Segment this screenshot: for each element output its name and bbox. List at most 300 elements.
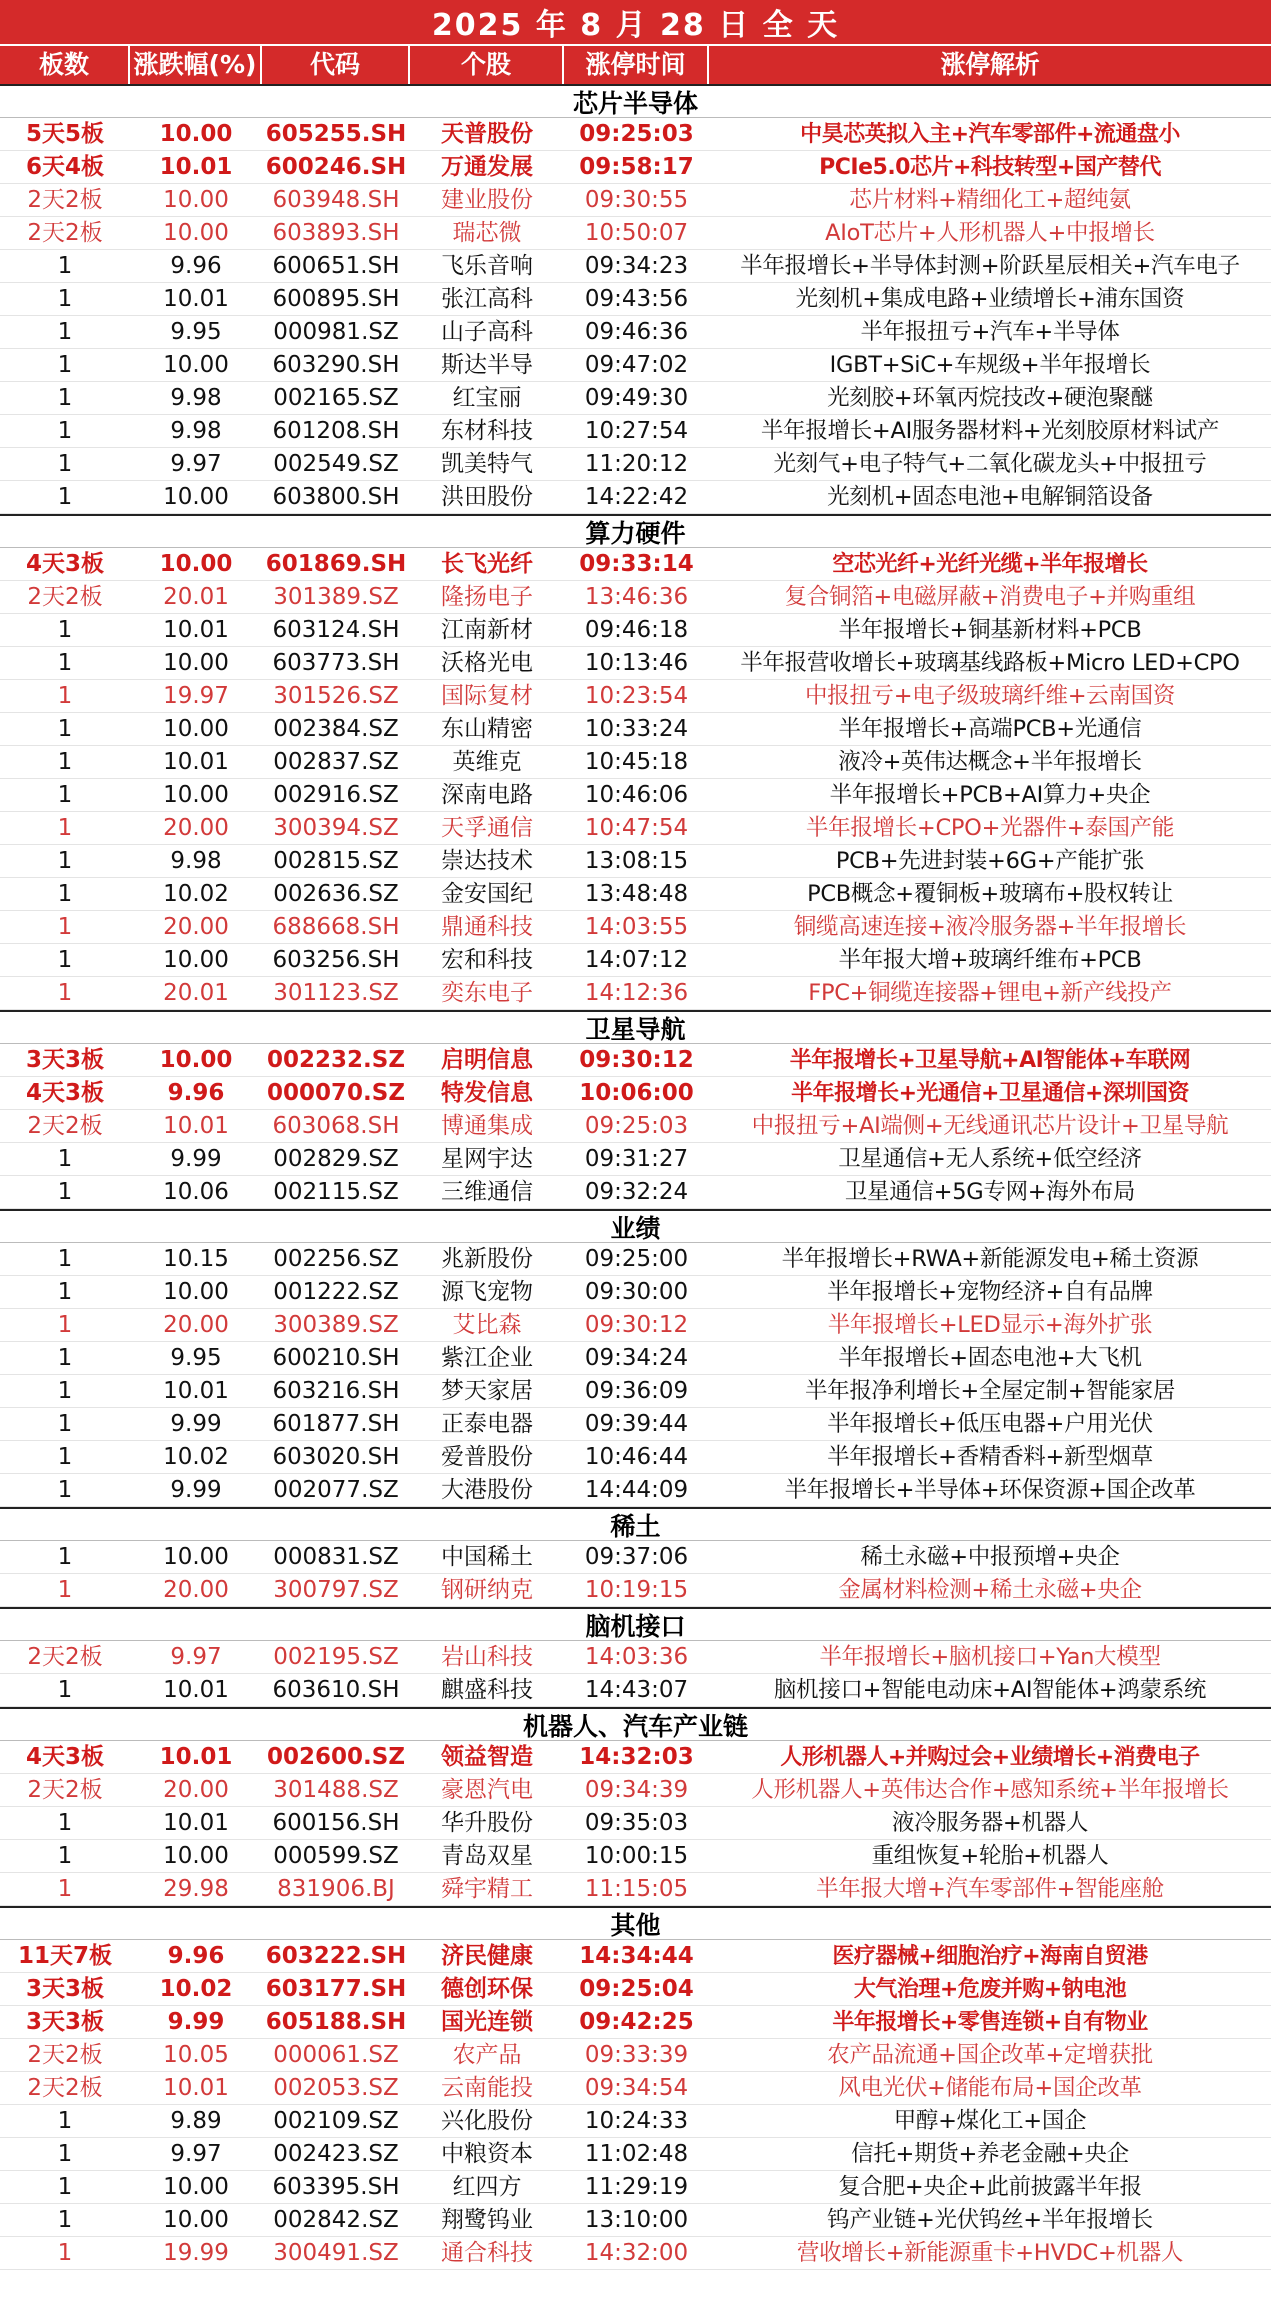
reason-cell: 半年报大增+玻璃纤维布+PCB: [838, 946, 1142, 973]
change-cell: 20.00: [163, 1576, 229, 1603]
board-cell: 1: [57, 1543, 73, 1570]
reason-cell: 半年报增长+半导体+环保资源+国企改革: [784, 1476, 1196, 1503]
table-row: [0, 911, 1271, 944]
time-cell: 14:32:00: [584, 2239, 689, 2266]
table-row: [0, 184, 1271, 217]
reason-cell: 卫星通信+5G专网+海外布局: [844, 1178, 1136, 1205]
board-cell: 1: [57, 2140, 73, 2167]
change-cell: 9.89: [170, 2107, 222, 2134]
code-cell: 600895.SH: [272, 285, 400, 312]
board-cell: 1: [57, 1278, 73, 1305]
board-cell: 1: [57, 979, 73, 1006]
time-cell: 09:46:18: [584, 616, 689, 643]
board-cell: 1: [57, 748, 73, 775]
change-cell: 10.00: [163, 1543, 229, 1570]
board-cell: 1: [57, 2239, 73, 2266]
board-cell: 1: [57, 715, 73, 742]
reason-cell: IGBT+SiC+车规级+半年报增长: [829, 351, 1151, 378]
table-row: [0, 1873, 1271, 1906]
reason-cell: AIoT芯片+人形机器人+中报增长: [825, 219, 1155, 246]
table-row: [0, 614, 1271, 647]
code-cell: 002232.SZ: [267, 1046, 405, 1073]
board-cell: 1: [57, 1476, 73, 1503]
header-reason: 涨停解析: [940, 50, 1040, 79]
code-cell: 002549.SZ: [273, 450, 399, 477]
change-cell: 9.96: [167, 1942, 225, 1969]
reason-cell: 半年报增长+RWA+新能源发电+稀土资源: [781, 1245, 1199, 1272]
section-header: 机器人、汽车产业链: [0, 1707, 1271, 1741]
change-cell: 10.00: [163, 2173, 229, 2200]
table-row: [0, 1243, 1271, 1276]
board-cell: 2天2板: [27, 219, 103, 246]
table-row: [0, 1276, 1271, 1309]
change-cell: 9.96: [170, 252, 222, 279]
table-row: [0, 548, 1271, 581]
table-row: [0, 812, 1271, 845]
reason-cell: 半年报增长+脑机接口+Yan大模型: [819, 1643, 1161, 1670]
board-cell: 1: [57, 351, 73, 378]
section-header: 卫星导航: [0, 1010, 1271, 1044]
board-cell: 1: [57, 1676, 73, 1703]
board-cell: 2天2板: [27, 1643, 103, 1670]
change-cell: 10.01: [163, 2074, 229, 2101]
board-cell: 2天2板: [27, 186, 103, 213]
header-code: 代码: [262, 46, 410, 84]
reason-cell: 半年报增长+PCB+AI算力+央企: [829, 781, 1151, 808]
time-cell: 14:32:03: [579, 1743, 694, 1770]
table-row: [0, 2105, 1271, 2138]
table-row: [0, 2006, 1271, 2039]
time-cell: 09:37:06: [584, 1543, 689, 1570]
code-cell: 603124.SH: [272, 616, 400, 643]
board-cell: 2天2板: [27, 2041, 103, 2068]
board-cell: 1: [57, 1842, 73, 1869]
board-cell: 4天3板: [25, 1079, 104, 1106]
reason-cell: 半年报增长+香精香料+新型烟草: [827, 1443, 1153, 1470]
change-cell: 20.00: [163, 1776, 229, 1803]
code-cell: 002195.SZ: [273, 1643, 399, 1670]
stock-cell: 博通集成: [441, 1112, 533, 1139]
board-cell: 1: [57, 682, 73, 709]
section-header: 业绩: [0, 1209, 1271, 1243]
code-cell: 603800.SH: [272, 483, 400, 510]
stock-cell: 三维通信: [441, 1178, 533, 1205]
stock-cell: 鼎通科技: [441, 913, 533, 940]
reason-cell: 钨产业链+光伏钨丝+半年报增长: [827, 2206, 1153, 2233]
reason-cell: 重组恢复+轮胎+机器人: [871, 1842, 1109, 1869]
change-cell: 20.00: [163, 913, 229, 940]
board-cell: 1: [57, 1245, 73, 1272]
stock-cell: 长飞光纤: [441, 550, 533, 577]
board-cell: 1: [57, 1443, 73, 1470]
board-cell: 2天2板: [27, 1776, 103, 1803]
reason-cell: 光刻机+固态电池+电解铜箔设备: [827, 483, 1153, 510]
board-cell: 1: [57, 649, 73, 676]
code-cell: 002636.SZ: [273, 880, 399, 907]
section-header: 其他: [0, 1906, 1271, 1940]
table-row: [0, 1044, 1271, 1077]
table-row: [0, 250, 1271, 283]
time-cell: 13:46:36: [584, 583, 689, 610]
code-cell: 002053.SZ: [273, 2074, 399, 2101]
table-row: [0, 1541, 1271, 1574]
stock-cell: 江南新材: [441, 616, 533, 643]
code-cell: 831906.BJ: [277, 1875, 395, 1902]
reason-cell: 半年报增长+卫星导航+AI智能体+车联网: [789, 1047, 1191, 1073]
stock-cell: 爱普股份: [441, 1443, 533, 1470]
board-cell: 1: [57, 880, 73, 907]
stock-cell: 启明信息: [441, 1046, 533, 1073]
board-cell: 5天5板: [25, 120, 104, 147]
time-cell: 09:34:23: [584, 252, 689, 279]
time-cell: 09:35:03: [584, 1809, 689, 1836]
stock-cell: 紫江企业: [441, 1344, 533, 1371]
stock-cell: 张江高科: [441, 285, 533, 312]
change-cell: 9.95: [170, 1344, 222, 1371]
change-cell: 10.01: [159, 153, 233, 180]
stock-cell: 农产品: [452, 2041, 522, 2068]
time-cell: 09:42:25: [579, 2008, 694, 2035]
stock-cell: 建业股份: [441, 186, 533, 213]
code-cell: 603893.SH: [272, 219, 400, 246]
page-title: 2025 年 8 月 28 日 全 天: [0, 0, 1271, 44]
code-cell: 603395.SH: [272, 2173, 400, 2200]
board-cell: 1: [57, 384, 73, 411]
time-cell: 14:34:44: [579, 1942, 694, 1969]
reason-cell: 中报扭亏+电子级玻璃纤维+云南国资: [804, 682, 1176, 709]
board-cell: 1: [57, 417, 73, 444]
code-cell: 600210.SH: [272, 1344, 400, 1371]
reason-cell: 人形机器人+并购过会+业绩增长+消费电子: [780, 1744, 1200, 1770]
change-cell: 10.02: [163, 880, 229, 907]
change-cell: 10.01: [163, 1809, 229, 1836]
change-cell: 10.01: [163, 285, 229, 312]
board-cell: 1: [57, 483, 73, 510]
code-cell: 300389.SZ: [273, 1311, 399, 1338]
table-row: [0, 2072, 1271, 2105]
reason-cell: 半年报增长+铜基新材料+PCB: [838, 616, 1142, 643]
code-cell: 600246.SH: [265, 153, 407, 180]
stock-cell: 舜宇精工: [441, 1875, 533, 1902]
stock-cell: 英维克: [452, 748, 522, 775]
stock-cell: 飞乐音响: [441, 252, 533, 279]
time-cell: 09:33:14: [579, 550, 694, 577]
stock-cell: 东材科技: [441, 417, 533, 444]
stock-cell: 红宝丽: [452, 384, 522, 411]
change-cell: 10.05: [163, 2041, 229, 2068]
code-cell: 000061.SZ: [273, 2041, 399, 2068]
change-cell: 9.98: [170, 847, 222, 874]
change-cell: 10.00: [163, 2206, 229, 2233]
reason-cell: 中报扭亏+AI端侧+无线通讯芯片设计+卫星导航: [751, 1112, 1229, 1139]
stock-cell: 沃格光电: [441, 649, 533, 676]
table-row: [0, 1741, 1271, 1774]
time-cell: 10:27:54: [584, 417, 689, 444]
table-row: [0, 1973, 1271, 2006]
time-cell: 14:03:55: [584, 913, 689, 940]
stock-cell: 红四方: [452, 2173, 522, 2200]
time-cell: 10:33:24: [584, 715, 689, 742]
stock-cell: 奕东电子: [441, 979, 533, 1006]
table-row: [0, 1940, 1271, 1973]
stock-cell: 深南电路: [441, 781, 533, 808]
change-cell: 20.01: [163, 583, 229, 610]
change-cell: 9.98: [170, 384, 222, 411]
stock-cell: 宏和科技: [441, 946, 533, 973]
table-row: [0, 845, 1271, 878]
table-row: [0, 1840, 1271, 1873]
time-cell: 13:10:00: [584, 2206, 689, 2233]
change-cell: 10.00: [163, 483, 229, 510]
table-row: [0, 680, 1271, 713]
reason-cell: 甲醇+煤化工+国企: [893, 2107, 1087, 2134]
board-cell: 2天2板: [27, 1112, 103, 1139]
board-cell: 1: [57, 616, 73, 643]
code-cell: 002077.SZ: [273, 1476, 399, 1503]
time-cell: 09:30:55: [584, 186, 689, 213]
stock-cell: 瑞芯微: [452, 219, 522, 246]
time-cell: 10:24:33: [584, 2107, 689, 2134]
stock-cell: 兴化股份: [441, 2107, 533, 2134]
code-cell: 301123.SZ: [273, 979, 399, 1006]
board-cell: 1: [57, 847, 73, 874]
time-cell: 14:43:07: [584, 1676, 689, 1703]
table-row: [0, 151, 1271, 184]
code-cell: 688668.SH: [272, 913, 400, 940]
reason-cell: 半年报大增+汽车零部件+智能座舱: [816, 1875, 1164, 1902]
time-cell: 10:46:44: [584, 1443, 689, 1470]
time-cell: 10:45:18: [584, 748, 689, 775]
time-cell: 14:03:36: [584, 1643, 689, 1670]
table-row: [0, 1309, 1271, 1342]
reason-cell: 光刻机+集成电路+业绩增长+浦东国资: [795, 285, 1185, 312]
code-cell: 603773.SH: [272, 649, 400, 676]
code-cell: 000831.SZ: [273, 1543, 399, 1570]
table-row: [0, 1110, 1271, 1143]
table-row: [0, 2171, 1271, 2204]
table-row: [0, 1408, 1271, 1441]
change-cell: 20.00: [163, 1311, 229, 1338]
table-row: [0, 1375, 1271, 1408]
table-row: [0, 1807, 1271, 1840]
board-cell: 1: [57, 1344, 73, 1371]
code-cell: 300491.SZ: [273, 2239, 399, 2266]
board-cell: 1: [57, 1145, 73, 1172]
board-cell: 4天3板: [25, 550, 104, 577]
time-cell: 09:49:30: [584, 384, 689, 411]
code-cell: 002815.SZ: [273, 847, 399, 874]
time-cell: 09:58:17: [579, 153, 694, 180]
change-cell: 9.98: [170, 417, 222, 444]
code-cell: 601877.SH: [272, 1410, 400, 1437]
board-cell: 1: [57, 2206, 73, 2233]
change-cell: 10.01: [163, 616, 229, 643]
table-row: [0, 944, 1271, 977]
code-cell: 603216.SH: [272, 1377, 400, 1404]
code-cell: 002600.SZ: [267, 1743, 405, 1770]
stock-cell: 麒盛科技: [441, 1676, 533, 1703]
code-cell: 603290.SH: [272, 351, 400, 378]
stock-cell: 岩山科技: [441, 1643, 533, 1670]
reason-cell: 芯片材料+精细化工+超纯氨: [849, 186, 1131, 213]
code-cell: 603068.SH: [272, 1112, 400, 1139]
code-cell: 002916.SZ: [273, 781, 399, 808]
section-header: 稀土: [0, 1507, 1271, 1541]
time-cell: 09:34:54: [584, 2074, 689, 2101]
code-cell: 603256.SH: [272, 946, 400, 973]
time-cell: 09:34:24: [584, 1344, 689, 1371]
time-cell: 09:30:12: [584, 1311, 689, 1338]
time-cell: 09:39:44: [584, 1410, 689, 1437]
stock-cell: 青岛双星: [441, 1842, 533, 1869]
change-cell: 29.98: [163, 1875, 229, 1902]
reason-cell: PCIe5.0芯片+科技转型+国产替代: [819, 154, 1161, 180]
time-cell: 09:34:39: [584, 1776, 689, 1803]
reason-cell: 半年报增长+LED显示+海外扩张: [827, 1311, 1153, 1338]
table-row: [0, 878, 1271, 911]
change-cell: 10.00: [163, 351, 229, 378]
time-cell: 10:23:54: [584, 682, 689, 709]
reason-cell: 风电光伏+储能布局+国企改革: [838, 2074, 1142, 2101]
time-cell: 10:46:06: [584, 781, 689, 808]
reason-cell: 半年报增长+光通信+卫星通信+深圳国资: [791, 1080, 1189, 1106]
stock-cell: 正泰电器: [441, 1410, 533, 1437]
stock-cell: 中国稀土: [441, 1543, 533, 1570]
code-cell: 601208.SH: [272, 417, 400, 444]
stock-cell: 金安国纪: [441, 880, 533, 907]
time-cell: 09:31:27: [584, 1145, 689, 1172]
table-row: [0, 1774, 1271, 1807]
time-cell: 09:32:24: [584, 1178, 689, 1205]
reason-cell: 金属材料检测+稀土永磁+央企: [838, 1576, 1142, 1603]
table-row: [0, 2138, 1271, 2171]
time-cell: 10:19:15: [584, 1576, 689, 1603]
table-row: [0, 481, 1271, 514]
code-cell: 603020.SH: [272, 1443, 400, 1470]
reason-cell: PCB概念+覆铜板+玻璃布+股权转让: [807, 880, 1173, 907]
reason-cell: 半年报增长+高端PCB+光通信: [838, 715, 1142, 742]
table-row: [0, 746, 1271, 779]
reason-cell: 卫星通信+无人系统+低空经济: [838, 1145, 1142, 1172]
reason-cell: 半年报净利增长+全屋定制+智能家居: [804, 1377, 1176, 1404]
code-cell: 002837.SZ: [273, 748, 399, 775]
board-cell: 1: [57, 1410, 73, 1437]
table-row: [0, 1342, 1271, 1375]
board-cell: 2天2板: [27, 583, 103, 610]
stock-cell: 洪田股份: [441, 483, 533, 510]
code-cell: 002115.SZ: [273, 1178, 399, 1205]
table-row: [0, 2237, 1271, 2270]
table-row: [0, 316, 1271, 349]
code-cell: 000981.SZ: [273, 318, 399, 345]
stock-cell: 领益智造: [441, 1743, 533, 1770]
change-cell: 9.99: [167, 2008, 225, 2035]
reason-cell: 半年报增长+AI服务器材料+光刻胶原材料试产: [760, 417, 1220, 444]
time-cell: 14:12:36: [584, 979, 689, 1006]
code-cell: 605188.SH: [265, 2008, 407, 2035]
board-cell: 1: [57, 450, 73, 477]
change-cell: 10.00: [159, 550, 233, 577]
board-cell: 3天3板: [25, 1046, 104, 1073]
time-cell: 13:08:15: [584, 847, 689, 874]
header-time: 涨停时间: [564, 46, 709, 84]
stock-cell: 东山精密: [441, 715, 533, 742]
change-cell: 10.02: [163, 1443, 229, 1470]
time-cell: 11:02:48: [584, 2140, 689, 2167]
code-cell: 300797.SZ: [273, 1576, 399, 1603]
stock-cell: 山子高科: [441, 318, 533, 345]
time-cell: 11:20:12: [584, 450, 689, 477]
change-cell: 20.00: [163, 814, 229, 841]
board-cell: 1: [57, 2173, 73, 2200]
time-cell: 14:22:42: [584, 483, 689, 510]
reason-cell: 半年报增长+固态电池+大飞机: [838, 1344, 1142, 1371]
stock-cell: 崇达技术: [441, 847, 533, 874]
table-row: [0, 382, 1271, 415]
board-cell: 3天3板: [25, 1975, 104, 2002]
change-cell: 10.00: [163, 946, 229, 973]
section-header: 芯片半导体: [0, 84, 1271, 118]
stock-cell: 国光连锁: [441, 2008, 533, 2035]
change-cell: 10.01: [163, 1377, 229, 1404]
code-cell: 301488.SZ: [273, 1776, 399, 1803]
stock-cell: 源飞宠物: [441, 1278, 533, 1305]
table-row: [0, 581, 1271, 614]
time-cell: 09:36:09: [584, 1377, 689, 1404]
stock-cell: 济民健康: [441, 1942, 533, 1969]
stock-cell: 万通发展: [441, 153, 533, 180]
stock-cell: 豪恩汽电: [441, 1776, 533, 1803]
code-cell: 002384.SZ: [273, 715, 399, 742]
reason-cell: 光刻胶+环氧丙烷技改+硬泡聚醚: [827, 384, 1153, 411]
change-cell: 10.06: [163, 1178, 229, 1205]
code-cell: 603948.SH: [272, 186, 400, 213]
table-row: [0, 415, 1271, 448]
time-cell: 09:47:02: [584, 351, 689, 378]
table-row: [0, 349, 1271, 382]
board-cell: 1: [57, 814, 73, 841]
time-cell: 14:44:09: [584, 1476, 689, 1503]
section-header: 脑机接口: [0, 1607, 1271, 1641]
table-row: [0, 1077, 1271, 1110]
change-cell: 10.01: [163, 748, 229, 775]
table-body: [0, 84, 1271, 2270]
stock-cell: 特发信息: [441, 1079, 533, 1106]
code-cell: 002423.SZ: [273, 2140, 399, 2167]
change-cell: 10.02: [159, 1975, 233, 2002]
board-cell: 1: [57, 318, 73, 345]
section-header: 算力硬件: [0, 514, 1271, 548]
table-row: [0, 118, 1271, 151]
change-cell: 9.99: [170, 1145, 222, 1172]
reason-cell: 复合铜箔+电磁屏蔽+消费电子+并购重组: [784, 583, 1196, 610]
code-cell: 002109.SZ: [273, 2107, 399, 2134]
board-cell: 4天3板: [25, 1743, 104, 1770]
stock-cell: 国际复材: [441, 682, 533, 709]
stock-cell: 云南能投: [441, 2074, 533, 2101]
code-cell: 000070.SZ: [267, 1079, 405, 1106]
board-cell: 1: [57, 1178, 73, 1205]
code-cell: 603222.SH: [265, 1942, 407, 1969]
reason-cell: 液冷服务器+机器人: [891, 1809, 1089, 1836]
code-cell: 000599.SZ: [273, 1842, 399, 1869]
stock-cell: 钢研纳克: [441, 1576, 533, 1603]
table-row: [0, 2204, 1271, 2237]
time-cell: 10:06:00: [579, 1079, 694, 1106]
board-cell: 1: [57, 285, 73, 312]
change-cell: 9.97: [170, 2140, 222, 2167]
board-cell: 1: [57, 1875, 73, 1902]
